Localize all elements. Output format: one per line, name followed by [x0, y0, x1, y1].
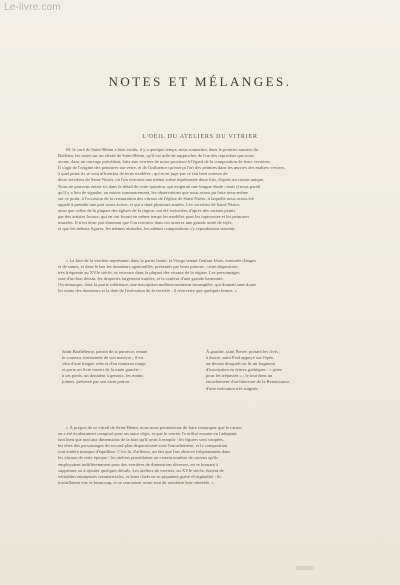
page-title: NOTES ET MÉLANGES.: [108, 74, 292, 89]
text-line: murales. Il n'est donc pas étonnant que l'on retrouve dans ces œuvres une grande unité de style,: [58, 220, 233, 226]
text-line: tant bien que mal aux dimensions de la baie qu'il avait à remplir : les figures sont coupées,: [58, 437, 224, 443]
text-line: sont d'un bon dessin, les draperies largement traitées, et la couleur d'une grande harmonie.: [58, 276, 224, 282]
text-line: pour les trépassés » ; le tout dans un: [206, 373, 273, 379]
text-line: À gauche, saint Pierre, portant les clefs ;: [206, 349, 281, 354]
text-line: Il s'agit de l'origine des peintures sur verre, et de l'influence qu'exerça l'art des peintres dans les œuvres des maîtres verriers,: [58, 165, 286, 171]
text-line: le couteau, instrument de son martyre ; il est: [62, 355, 144, 361]
page-stain: [296, 566, 314, 570]
text-line: au-dessus desquels on lit un fragment: [206, 361, 276, 367]
text-line: jointes, présenté par son saint patron.: [62, 379, 131, 385]
paragraph-closing: [58, 425, 346, 505]
text-line: « À propos de ce vitrail de Saint-Bénin, nous nous permettrons de faire remarquer que le carton: [66, 425, 242, 430]
text-line: deux verrières de Saint-Nizier, où l'on retrouve une même scène représentée deux fois, d'après un carton unique.: [58, 177, 265, 183]
text-line: d'inscription en lettres gothiques : « priez: [206, 367, 282, 373]
text-line: à quel point ils se sont affranchis de leurs modèles ; qu'on en juge par ce fait bien curieux de: [58, 171, 228, 177]
text-line: employaient indifféremment pour des verrières de dimensions diverses, en se bornant à: [58, 461, 219, 467]
text-line: les têtes des personnages du second plan disparaissent sous l'encadrement, et la composition: [58, 443, 228, 449]
text-line: véritables entreprises commerciales, et leurs chefs ne se piquaient guère d'originalité ; ils: [58, 473, 222, 479]
text-line: en a été évidemment composé pour un autre objet, et que le verrier l'a utilisé ensuite en l'adaptant: [58, 431, 237, 437]
text-line: ainsi que celles de la plupart des églises de la région, ont été exécutées d'après des cartons peints: [58, 207, 236, 213]
text-line: à droite, saint Paul appuyé sur l'épée,: [206, 355, 275, 361]
text-line: On remarque, dans la partie inférieure, une inscription malheureusement incomplète, qui donnait sans doute: [58, 282, 257, 288]
text-line: Bulletin, les notes sur un vitrail de Saint-Bénin, qu'il est utile de rapprocher de l'un des reproches que nous: [58, 153, 254, 159]
paragraph-intro: [58, 147, 346, 255]
text-line: sur ce point, à l'occasion de la restauration des vitraux de l'église de Saint-Nizier, à laquelle nous avons été: [58, 195, 254, 201]
text-line: et de saints, et dans le bas les donateurs agenouillés, présentés par leurs patrons ; cette disposition,: [58, 264, 239, 270]
column-left: [62, 349, 195, 397]
text-line: avons, dans un ouvrage précédent, faits aux verriers de notre province à l'égard de la composition de leurs verrières.: [58, 159, 271, 165]
text-line: M. le curé de Saint-Bénin a bien voulu, il y a quelque temps, nous soumettre, dans le premier numéro du: [66, 147, 259, 152]
paragraph-quote: [58, 258, 346, 316]
text-line: les vitraux de cette époque : les ateliers possédaient un certain nombre de cartons qu'ils: [58, 455, 219, 461]
text-line: Saint Barthélemy, patron de la paroisse, tenant: [62, 349, 148, 354]
text-line: les noms des donateurs et la date de l'exécution de la verrière ; il n'en reste que quelques lettres. »: [58, 288, 237, 294]
text-line: et que les mêmes figures, les mêmes attitudes, les mêmes compositions s'y reproduisent souvent.: [58, 226, 236, 232]
text-line: travaillaient vite et beaucoup, et se souciaient avant tout de satisfaire leur clientèle. »: [58, 479, 214, 485]
text-line: Nous ne pouvons entrer ici dans le détail de cette question, qui exigerait une longue étude ; mais il nous paraît: [58, 183, 261, 189]
watermark-text: Le-livre.com: [4, 2, 61, 13]
column-right: [206, 349, 344, 397]
text-line: « La face de la verrière représente, dans la partie haute, la Vierge tenant l'enfant Jésus, entourée d'anges: [66, 258, 256, 263]
text-line: supprimer ou à ajouter quelques détails. Les ateliers de verriers, au XVIe siècle, étaient de: [58, 467, 224, 473]
text-line: vêtu d'une longue robe et d'un manteau rouge,: [62, 361, 147, 367]
text-line: encadrement d'architecture de la Renaissance,: [206, 379, 291, 385]
text-line: d'une exécution très soignée.: [206, 385, 259, 391]
section-heading: L'OEIL DU ATELIERS DU VITRIER: [142, 134, 258, 140]
text-line: appelé à prendre une part assez active, et qui a duré plusieurs années. Les verrières de Saint-Nizier,: [58, 201, 241, 207]
text-line: par des artistes locaux, qui en ont fourni en même temps les modèles pour les tapisseries et les peintures: [58, 214, 250, 220]
text-line: à ses pieds, un donateur à genoux, les mains: [62, 373, 144, 379]
text-line: qu'il y a lieu de signaler, au moins sommairement, les observations que nous avons pu faire nous-même: [58, 189, 249, 195]
text-line: très fréquente au XVIe siècle, se retrouve dans la plupart des vitraux de la région. Les personnages: [58, 270, 240, 276]
text-line: et porte un livre ouvert de la main gauche ;: [62, 367, 141, 373]
text-line: tout entière manque d'équilibre. C'est là, d'ailleurs, un fait que l'on observe fréquemment dans: [58, 449, 231, 455]
